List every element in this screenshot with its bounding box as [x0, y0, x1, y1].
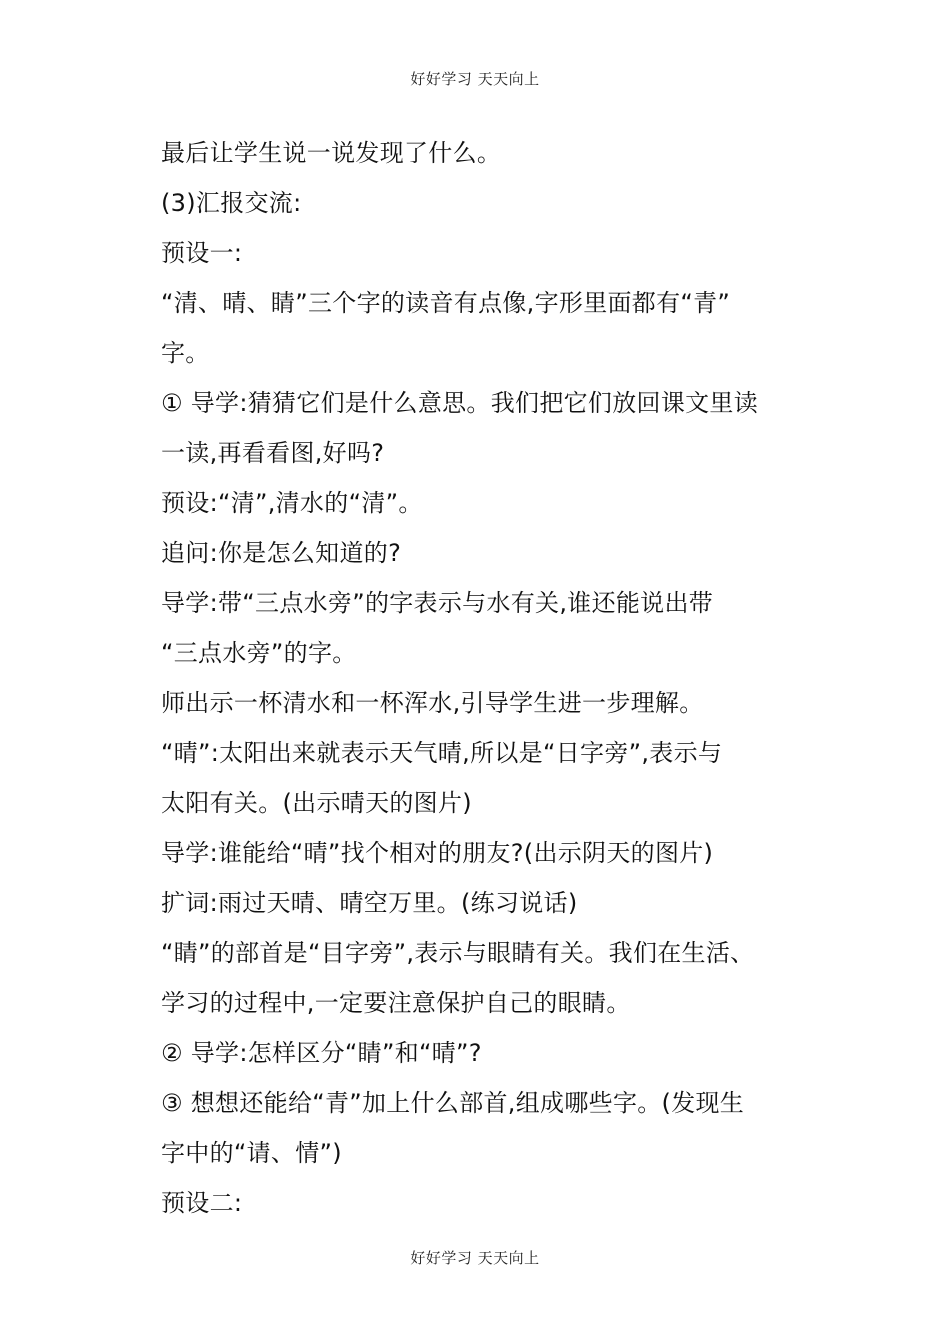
- text-line: 导学:谁能给“晴”找个相对的朋友?(出示阴天的图片): [161, 839, 714, 867]
- text-line: 一读,再看看图,好吗?: [161, 439, 385, 467]
- text-line: ① 导学:猜猜它们是什么意思。我们把它们放回课文里读: [161, 389, 759, 417]
- text-line: 预设一:: [161, 239, 243, 267]
- text-line: 学习的过程中,一定要注意保护自己的眼睛。: [161, 989, 631, 1017]
- text-line: (3)汇报交流:: [161, 189, 302, 217]
- text-line: ② 导学:怎样区分“睛”和“晴”?: [161, 1039, 482, 1067]
- document-body: [161, 128, 841, 1228]
- page-header: 好好学习 天天向上: [410, 70, 540, 88]
- text-line: “清、晴、睛”三个字的读音有点像,字形里面都有“青”: [161, 289, 731, 317]
- text-line: “三点水旁”的字。: [161, 639, 357, 667]
- text-line: “睛”的部首是“目字旁”,表示与眼睛有关。我们在生活、: [161, 939, 755, 967]
- page-footer: 好好学习 天天向上: [410, 1249, 540, 1267]
- text-line: 最后让学生说一说发现了什么。: [161, 139, 502, 167]
- text-line: 导学:带“三点水旁”的字表示与水有关,谁还能说出带: [161, 589, 714, 617]
- text-line: 扩词:雨过天晴、晴空万里。(练习说话): [161, 889, 578, 917]
- text-line: ③ 想想还能给“青”加上什么部首,组成哪些字。(发现生: [161, 1089, 745, 1117]
- text-line: “晴”:太阳出来就表示天气晴,所以是“日字旁”,表示与: [161, 739, 723, 767]
- text-line: 追问:你是怎么知道的?: [161, 539, 402, 567]
- text-line: 字中的“请、情”): [161, 1139, 342, 1167]
- text-line: 预设:“清”,清水的“清”。: [161, 489, 423, 517]
- text-line: 预设二:: [161, 1189, 243, 1217]
- text-line: 太阳有关。(出示晴天的图片): [161, 789, 472, 817]
- text-line: 师出示一杯清水和一杯浑水,引导学生进一步理解。: [161, 689, 704, 717]
- text-line: 字。: [161, 339, 210, 367]
